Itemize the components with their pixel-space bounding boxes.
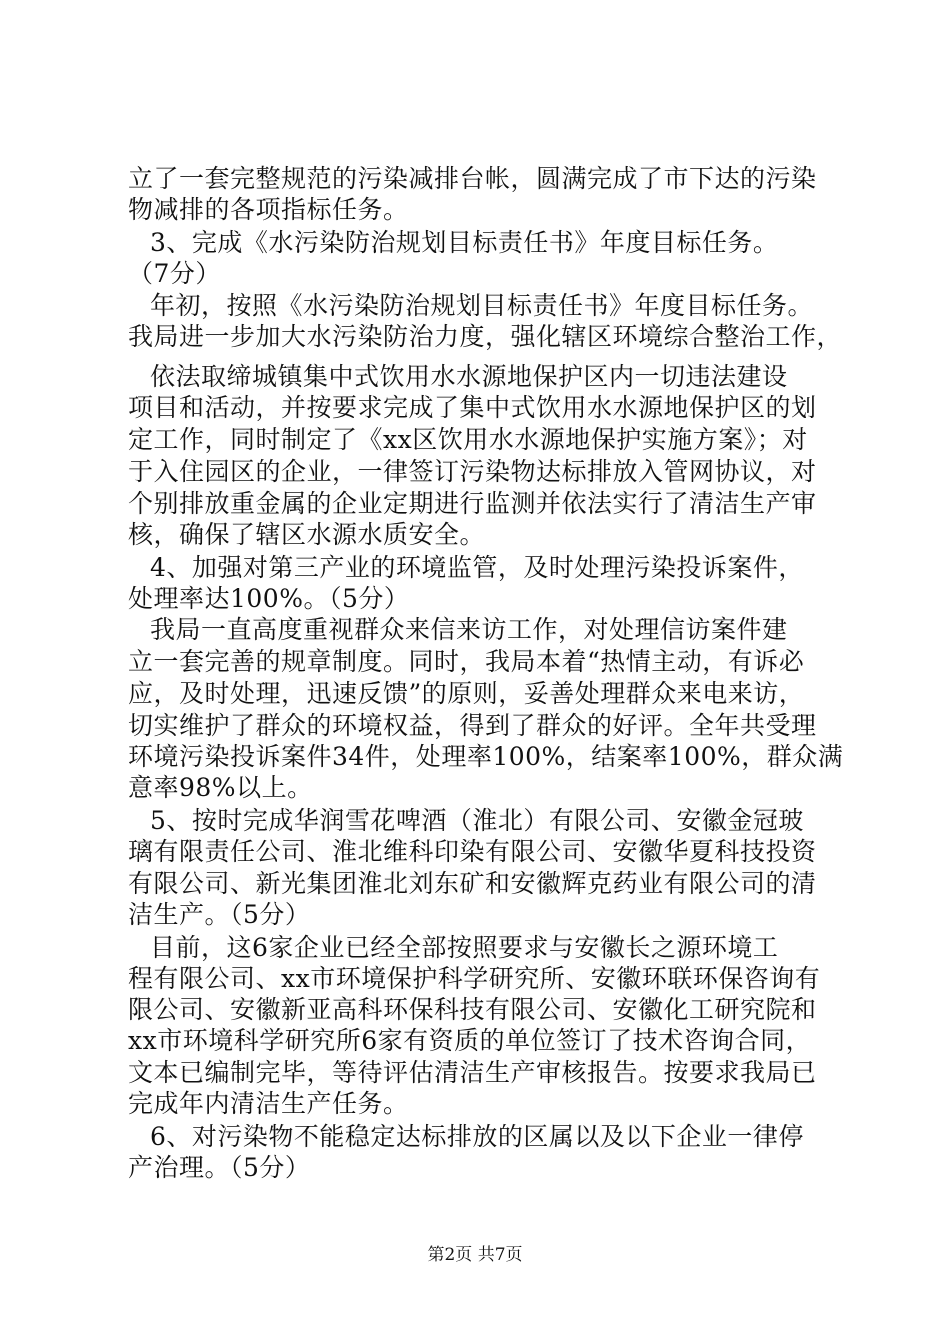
text-line: 应，及时处理，迅速反馈”的原则，妥善处理群众来电来访， [128,679,805,708]
text-line: 璃有限责任公司、淮北维科印染有限公司、安徽华夏科技投资 [128,837,817,866]
text-line: 环境污染投诉案件34件，处理率100%，结案率100%，群众满 [128,742,844,771]
page-footer: 第2页 共7页 [427,1245,523,1265]
text-line: 定工作，同时制定了《xx区饮用水水源地保护实施方案》；对 [128,425,808,454]
text-line: 洁生产。（5分） [128,900,311,929]
text-line: （7分） [128,259,221,288]
text-line: 4、加强对第三产业的环境监管，及时处理污染投诉案件， [150,553,804,582]
text-line: 限公司、安徽新亚高科环保科技有限公司、安徽化工研究院和 [128,995,817,1024]
text-line: 程有限公司、xx市环境保护科学研究所、安徽环联环保咨询有 [128,964,821,993]
text-line: 依法取缔城镇集中式饮用水水源地保护区内一切违法建设 [150,362,788,391]
text-line: 立了一套完整规范的污染减排台帐，圆满完成了市下达的污染 [128,164,817,193]
text-line: 5、按时完成华润雪花啤酒（淮北）有限公司、安徽金冠玻 [150,806,804,835]
text-line: 于入住园区的企业，一律签订污染物达标排放入管网协议，对 [128,457,817,486]
text-line: 产治理。（5分） [128,1153,311,1182]
text-line: xx市环境科学研究所6家有资质的单位签订了技术咨询合同， [128,1026,812,1055]
text-line: 意率98%以上。 [128,773,313,802]
text-line: 核，确保了辖区水源水质安全。 [128,520,486,549]
text-line: 目前，这6家企业已经全部按照要求与安徽长之源环境工 [150,933,779,962]
text-line: 物减排的各项指标任务。 [128,195,409,224]
text-line: 完成年内清洁生产任务。 [128,1089,409,1118]
text-line: 我局进一步加大水污染防治力度，强化辖区环境综合整治工作， [128,322,843,351]
text-line: 有限公司、新光集团淮北刘东矿和安徽辉克药业有限公司的清 [128,869,817,898]
text-line: 项目和活动，并按要求完成了集中式饮用水水源地保护区的划 [128,393,817,422]
text-line: 文本已编制完毕，等待评估清洁生产审核报告。按要求我局已 [128,1058,817,1087]
text-line: 处理率达100%。（5分） [128,584,410,613]
text-line: 3、完成《水污染防治规划目标责任书》年度目标任务。 [150,228,779,257]
text-line: 我局一直高度重视群众来信来访工作，对处理信访案件建 [150,615,788,644]
text-line: 年初，按照《水污染防治规划目标责任书》年度目标任务。 [150,291,814,320]
text-line: 个别排放重金属的企业定期进行监测并依法实行了清洁生产审 [128,489,817,518]
text-line: 6、对污染物不能稳定达标排放的区属以及以下企业一律停 [150,1122,804,1151]
text-line: 立一套完善的规章制度。同时，我局本着“热情主动，有诉必 [128,647,805,676]
text-line: 切实维护了群众的环境权益，得到了群众的好评。全年共受理 [128,711,817,740]
